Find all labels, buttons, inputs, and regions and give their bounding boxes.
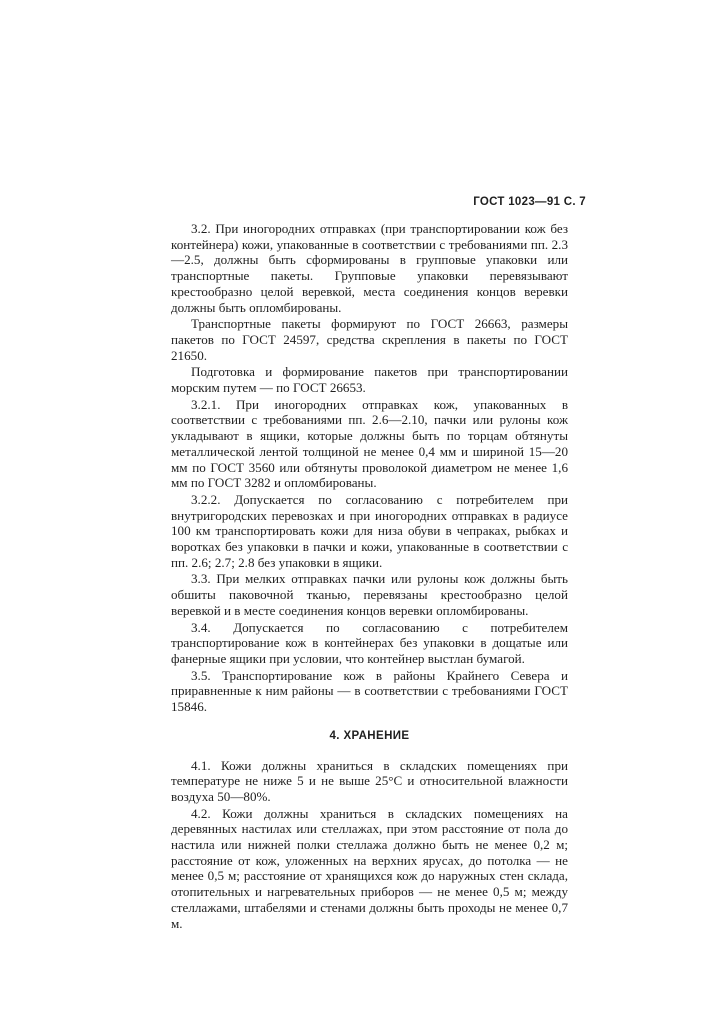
document-body [171,221,568,931]
paragraph-3-4: 3.4. Допускается по согласованию с потребителем транспортирование кож в контейнерах без упаковки в дощатые или фанерные ящики при условии, что контейнер выстлан бумагой. [171,619,568,666]
paragraph-transport-packages: Транспортные пакеты формируют по ГОСТ 26663, размеры пакетов по ГОСТ 24597, средства скрепления в пакеты по ГОСТ 21650. [171,316,568,363]
section-heading-storage: 4. ХРАНЕНИЕ [329,729,410,742]
paragraph-sea-transport: Подготовка и формирование пакетов при транспортировании морским путем — по ГОСТ 26653. [171,364,568,396]
paragraph-3-3: 3.3. При мелких отправках пачки или рулоны кож должны быть обшиты паковочной тканью, перевязаны крестообразно целой веревкой и в месте соединения концов веревки опломбированы. [171,571,568,618]
paragraph-4-2: 4.2. Кожи должны храниться в складских помещениях на деревянных настилах или стеллажах, при этом расстояние от пола до настила или нижней полки стеллажа должно быть не менее 0,2 м; расстояние от кож, уложенных на верхних ярусах, до потолка — не менее 0,5 м; расстояние от хранящихся кож до наружных стен склада, отопительных и нагревательных приборов — не менее 0,5 м; между стеллажами, штабелями и стенами должны быть проходы не менее 0,7 м. [171,805,568,931]
paragraph-3-2: 3.2. При иногородних отправках (при транспортировании кож без контейнера) кожи, упакованные в соответствии с требованиями пп. 2.3—2.5, должны быть сформированы в групповые упаковки или транспортные пакеты. Групповые упаковки перевязывают крестообразно целой веревкой, места соединения концов веревки должны быть опломбированы. [171,221,568,315]
paragraph-3-5: 3.5. Транспортирование кож в районы Крайнего Севера и приравненные к ним районы — в соответствии с требованиями ГОСТ 15846. [171,667,568,715]
running-header: ГОСТ 1023—91 С. 7 [473,196,586,208]
paragraph-3-2-2: 3.2.2. Допускается по согласованию с потребителем при внутригородских перевозках и при иногородних отправках в радиусе 100 км транспортировать кожи для низа обуви в чепраках, рыбках и воротках без упаковки в пачки и кожи, упакованные в соответствии с пп. 2.6; 2.7; 2.8 без упаковки в ящики. [171,491,568,570]
paragraph-4-1: 4.1. Кожи должны храниться в складских помещениях при температуре не ниже 5 и не выше 25°С и относительной влажности воздуха 50—80%. [171,757,568,804]
paragraph-3-2-1: 3.2.1. При иногородних отправках кож, упакованных в соответствии с требованиями пп. 2.6—2.10, пачки или рулоны кож укладывают в ящики, которые должны быть по торцам обтянуты металлической лентой толщиной не менее 0,4 мм и шириной 15—20 мм по ГОСТ 3560 или обтянуты проволокой диаметром не менее 1,6 мм по ГОСТ 3282 и опломбированы. [171,396,568,491]
